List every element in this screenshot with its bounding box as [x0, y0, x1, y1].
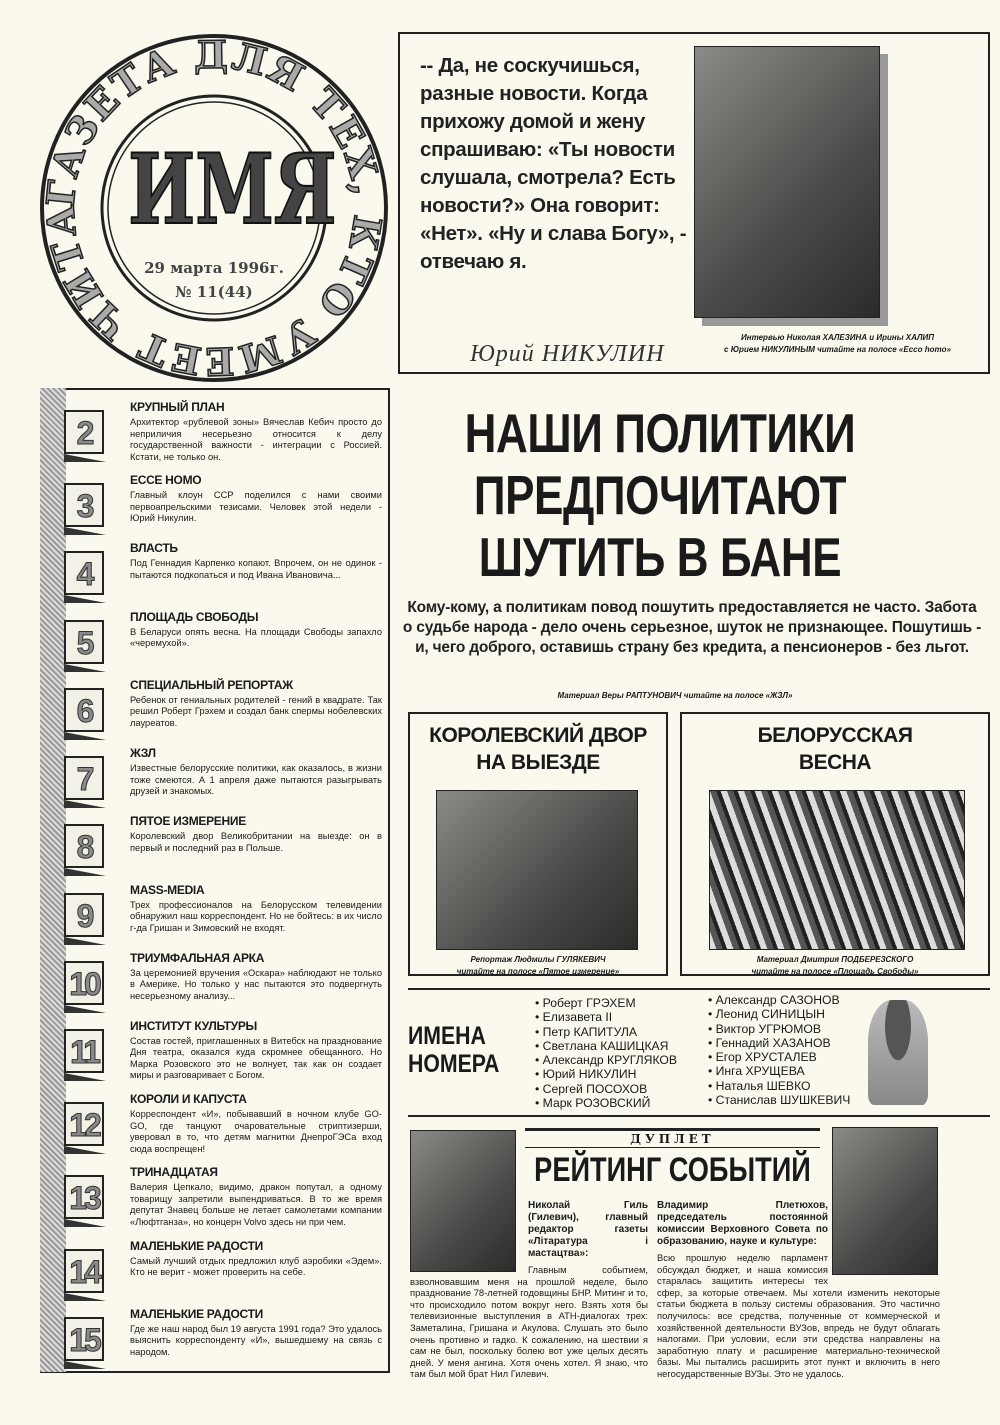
contents-item: [64, 610, 382, 668]
name-item: • Станислав ШУШКЕВИЧ: [708, 1093, 850, 1107]
contents-item: [64, 814, 382, 872]
contents-item-title: ИНСТИТУТ КУЛЬТУРЫ: [130, 1018, 257, 1033]
name-item: • Светлана КАШИЦКАЯ: [535, 1039, 677, 1053]
duplet-title: РЕЙТИНГ СОБЫТИЙ: [534, 1151, 811, 1189]
signature: Юрий НИКУЛИН: [470, 341, 665, 367]
contents-item-text: Где же наш народ был 19 августа 1991 года? Это удалось выяснить корреспонденту «И», вышедшему на связь с народом.: [130, 1323, 382, 1357]
contents-item-title: СПЕЦИАЛЬНЫЙ РЕПОРТАЖ: [130, 677, 293, 692]
masthead-title: ИМЯ: [128, 133, 337, 246]
contents-item: [64, 541, 382, 599]
headline-line: ПРЕДПОЧИТАЮТ: [473, 464, 847, 526]
contents-item-text: Корреспондент «И», побывавший в ночном клубе GO-GO, где танцуют очаровательные стриптизерши, уверовал в то, что детям магнитки ДнепроГЭСа вход сюда воспрещен!: [130, 1109, 382, 1154]
contents-item-title: ECCE HOMO: [130, 473, 202, 488]
teaser-royal: [408, 712, 668, 976]
queen-photo: [436, 790, 638, 950]
contents-item-title: MASS-MEDIA: [130, 882, 205, 897]
contents-item-text: За церемонией вручения «Оскара» наблюдают не только в Америке. Но только у нас пытаются это подвергнуть несерьезному анализу...: [130, 967, 382, 1001]
contents-item: [64, 1307, 382, 1365]
masthead-seal: [38, 32, 390, 384]
rally-photo: [709, 790, 965, 950]
contents-item-title: ПЛОЩАДЬ СВОБОДЫ: [130, 609, 259, 624]
page-number-tab: 11: [64, 1029, 104, 1073]
rule: [408, 988, 990, 990]
teaser-title: БЕЛОРУССКАЯ ВЕСНА: [757, 724, 913, 774]
contents-item: [64, 1239, 382, 1297]
page-number-tab: 9: [64, 893, 104, 937]
contents-item: [64, 1019, 382, 1082]
page-number-tab: 12: [64, 1102, 104, 1146]
contents-item: [64, 883, 382, 941]
laurel-bust-image: [868, 1000, 928, 1105]
contents-item: [64, 1092, 382, 1155]
contents-strip: [40, 388, 66, 1372]
name-item: • Геннадий ХАЗАНОВ: [708, 1036, 850, 1050]
contents-item-title: ТРИНАДЦАТАЯ: [130, 1165, 218, 1180]
rule: [408, 1115, 990, 1117]
page-number-tab: 10: [64, 961, 104, 1005]
page-number-tab: 3: [64, 483, 104, 527]
teaser-title: КОРОЛЕВСКИЙ ДВОР НА ВЫЕЗДЕ: [429, 724, 647, 774]
name-item: • Сергей ПОСОХОВ: [535, 1082, 677, 1096]
pletyukhov-column: [657, 1200, 940, 1380]
gil-head: Николай Гиль (Гилевич), главный редактор газеты «Літаратура і мастацтва»:: [528, 1200, 648, 1259]
lead-headline: [452, 402, 868, 588]
contents-item-title: МАЛЕНЬКИЕ РАДОСТИ: [130, 1238, 263, 1253]
name-item: • Роберт ГРЭХЕМ: [535, 996, 677, 1010]
contents-item-title: КОРОЛИ И КАПУСТА: [130, 1092, 247, 1107]
page-number-tab: 15: [64, 1317, 104, 1361]
photo-spacer: [410, 1200, 528, 1274]
contents-item-title: МАЛЕНЬКИЕ РАДОСТИ: [130, 1306, 263, 1321]
name-item: • Елизавета II: [535, 1010, 677, 1024]
contents-item-text: Трех профессионалов на Белорусском телевидении обнаружил наш корреспондент. Но не бойтесь: в их число г-да Гришан и Зимовский не входят.: [130, 899, 382, 933]
contents-item: [64, 951, 382, 1009]
name-item: • Александр КРУГЛЯКОВ: [535, 1053, 677, 1067]
headline-line: НАШИ ПОЛИТИКИ: [464, 402, 856, 464]
contents-item-title: ТРИУМФАЛЬНАЯ АРКА: [130, 950, 265, 965]
contents-item-text: Ребенок от гениальных родителей - гений в квадрате. Так решил Роберт Грэхем и создал банк спермы нобелевских лауреатов.: [130, 694, 382, 728]
quote-caption: [695, 332, 980, 356]
teaser-credit: Материал Дмитрия ПОДБЕРЕЗСКОГО читайте на полосе «Площадь Свободы»: [751, 955, 919, 976]
teaser-spring: [680, 712, 990, 976]
page-number-tab: 14: [64, 1249, 104, 1293]
contents-item-text: Состав гостей, приглашенных в Витебск на празднование Дня театра, оказался куда скромнее обещанного. Но Марка Розовского это не волнует, так как он создает миры и разговаривает с Богом.: [130, 1035, 382, 1081]
contents-item: [64, 678, 382, 736]
lead-text: Кому-кому, а политикам повод пошутить предоставляется не часто. Забота о судьбе народа - дело очень серьезное, шуток не признающее. Пошутишь - и, чего доброго, оставишь страну без кредита, а пенсионеров - без льгот.: [402, 599, 982, 656]
contents-item-text: Валерия Цепкало, видимо, дракон попутал, а одному товарищу запретили выпендриваться. В то же время депутат Знавец больше не летает самолетами компании «Люфтганза», но концерн Volvo здесь ни при чем.: [130, 1182, 382, 1227]
page-number-tab: 13: [64, 1175, 104, 1219]
contents-item-title: ВЛАСТЬ: [130, 541, 178, 556]
gil-column: [410, 1200, 648, 1380]
caption-line: Интервью Николая ХАЛЕЗИНА и Ирины ХАЛИП: [741, 333, 934, 342]
name-item: • Виктор УГРЮМОВ: [708, 1022, 850, 1036]
lead-credit: Материал Веры РАПТУНОВИЧ читайте на полосе «ЖЗЛ»: [557, 691, 793, 700]
teaser-credit: Репортаж Людмилы ГУЛЯКЕВИЧ читайте на полосе «Пятое измерение»: [456, 955, 620, 976]
nikulin-photo: [694, 46, 880, 318]
pletyukhov-head: Владимир Плетюхов, председатель постоянной комиссии Верховного Совета по образованию, науке и культуре:: [657, 1200, 828, 1247]
contents-item-text: В Беларуси опять весна. На площади Свободы запахло «черемухой».: [130, 626, 382, 649]
pletyukhov-text: Всю прошлую неделю парламент обсуждал бюджет, и наша комиссия старалась защитить интересы тех сфер, за которые отвечаем. Мы хотели изменить некоторые статьи бюджета в пользу системы образования. Это частично получилось: все средства, полученные от коммерческой и хозяйственной деятельности ВУЗов, впредь не будут облагать налогами. При условии, если эти средства направлены на заработную плату и расширение материально-технической базы. Мы пытались расширить этот пункт и включить в него негосударственные ВУЗы. Это не удалось.: [657, 1252, 940, 1379]
contents-item-text: Самый лучший отдых предложил клуб аэробики «Эдем». Кто не верит - может проверить на себе.: [130, 1255, 382, 1278]
names-title: ИМЕНА НОМЕРА: [408, 1022, 500, 1078]
contents-item: [64, 1165, 382, 1228]
nikulin-quote: -- Да, не соскучишься, разные новости. Когда прихожу домой и жену спрашиваю: «Ты новости слушала, смотрела? Есть новости?» Она говорит: «Нет». «Ну и слава Богу», - отвечаю я.: [420, 54, 687, 273]
contents-item-text: Архитектор «рублевой зоны» Вячеслав Кебич просто до неприличия несерьезно относится к делу государственной важности - интеграции с Россией. Кстати, не только он.: [130, 417, 382, 462]
issue-date: 29 марта 1996г.: [144, 259, 284, 277]
duplet-kicker: ДУПЛЕТ: [525, 1128, 820, 1148]
name-item: • Леонид СИНИЦЫН: [708, 1007, 850, 1021]
page-number-tab: 8: [64, 824, 104, 868]
name-item: • Егор ХРУСТАЛЕВ: [708, 1050, 850, 1064]
contents-item-text: Под Геннадия Карпенко копают. Впрочем, он не одинок - пытаются подкопаться и под Ивана Ивановича...: [130, 558, 382, 580]
names-list-2: [708, 993, 850, 1107]
page-number-tab: 6: [64, 688, 104, 732]
contents-item-text: Главный клоун ССР поделился с нами своими первоапрельскими тезисами. Человек этой недели - Юрий Никулин.: [130, 490, 382, 524]
page-number-tab: 4: [64, 551, 104, 595]
issue-number: № 11(44): [175, 283, 253, 301]
page-number-tab: 2: [64, 410, 104, 454]
contents-item: [64, 746, 382, 804]
contents-item-title: ПЯТОЕ ИЗМЕРЕНИЕ: [130, 814, 246, 829]
contents-item: [64, 400, 382, 463]
contents-item-text: Известные белорусские политики, как оказалось, в жизни тоже смеются. А 1 апреля даже пытаются разыгрывать друзей и знакомых.: [130, 763, 382, 797]
name-item: • Юрий НИКУЛИН: [535, 1067, 677, 1081]
name-item: • Инга ХРУЩЕВА: [708, 1064, 850, 1078]
page-number-tab: 5: [64, 620, 104, 664]
name-item: • Александр САЗОНОВ: [708, 993, 850, 1007]
contents-item-text: Королевский двор Великобритании на выезде: он в первый и последний раз в Польше.: [130, 831, 382, 853]
name-item: • Наталья ШЕВКО: [708, 1079, 850, 1093]
headline-line: ШУТИТЬ В БАНЕ: [478, 526, 842, 588]
svg-text:ГАЗЕТА ДЛЯ ТЕХ, КТО УМЕЕТ ЧИТА: ГАЗЕТА ДЛЯ ТЕХ, КТО УМЕЕТ ЧИТА: [38, 32, 390, 384]
photo-spacer: [828, 1200, 940, 1278]
contents-list: [64, 400, 382, 1365]
contents-item: [64, 473, 382, 531]
contents-item-title: КРУПНЫЙ ПЛАН: [130, 400, 225, 414]
names-list-1: [535, 996, 677, 1110]
caption-line: с Юрием НИКУЛИНЫМ читайте на полосе «Ecco homo»: [724, 345, 951, 354]
page-number-tab: 7: [64, 756, 104, 800]
contents-item-title: ЖЗЛ: [130, 746, 156, 761]
gil-text: Главным событием, взволновавшим меня на прошлой неделе, было празднование 78-летней годовщины БНР. Митинг и то, что происходило потом вокруг него. Взять хотя бы телевизионные выступления в АТН-диалогах трех: Заметалина, Гришана и Акулова. Слушать это было очень противно и гадко. К сожалению, на шествии я сам не был, поскольку болею вот уже целых десять дней. У меня ангина. Хотя очень хотел. Я знаю, что там был мой брат Нил Гилевич.: [410, 1264, 648, 1380]
name-item: • Марк РОЗОВСКИЙ: [535, 1096, 677, 1110]
name-item: • Петр КАПИТУЛА: [535, 1025, 677, 1039]
